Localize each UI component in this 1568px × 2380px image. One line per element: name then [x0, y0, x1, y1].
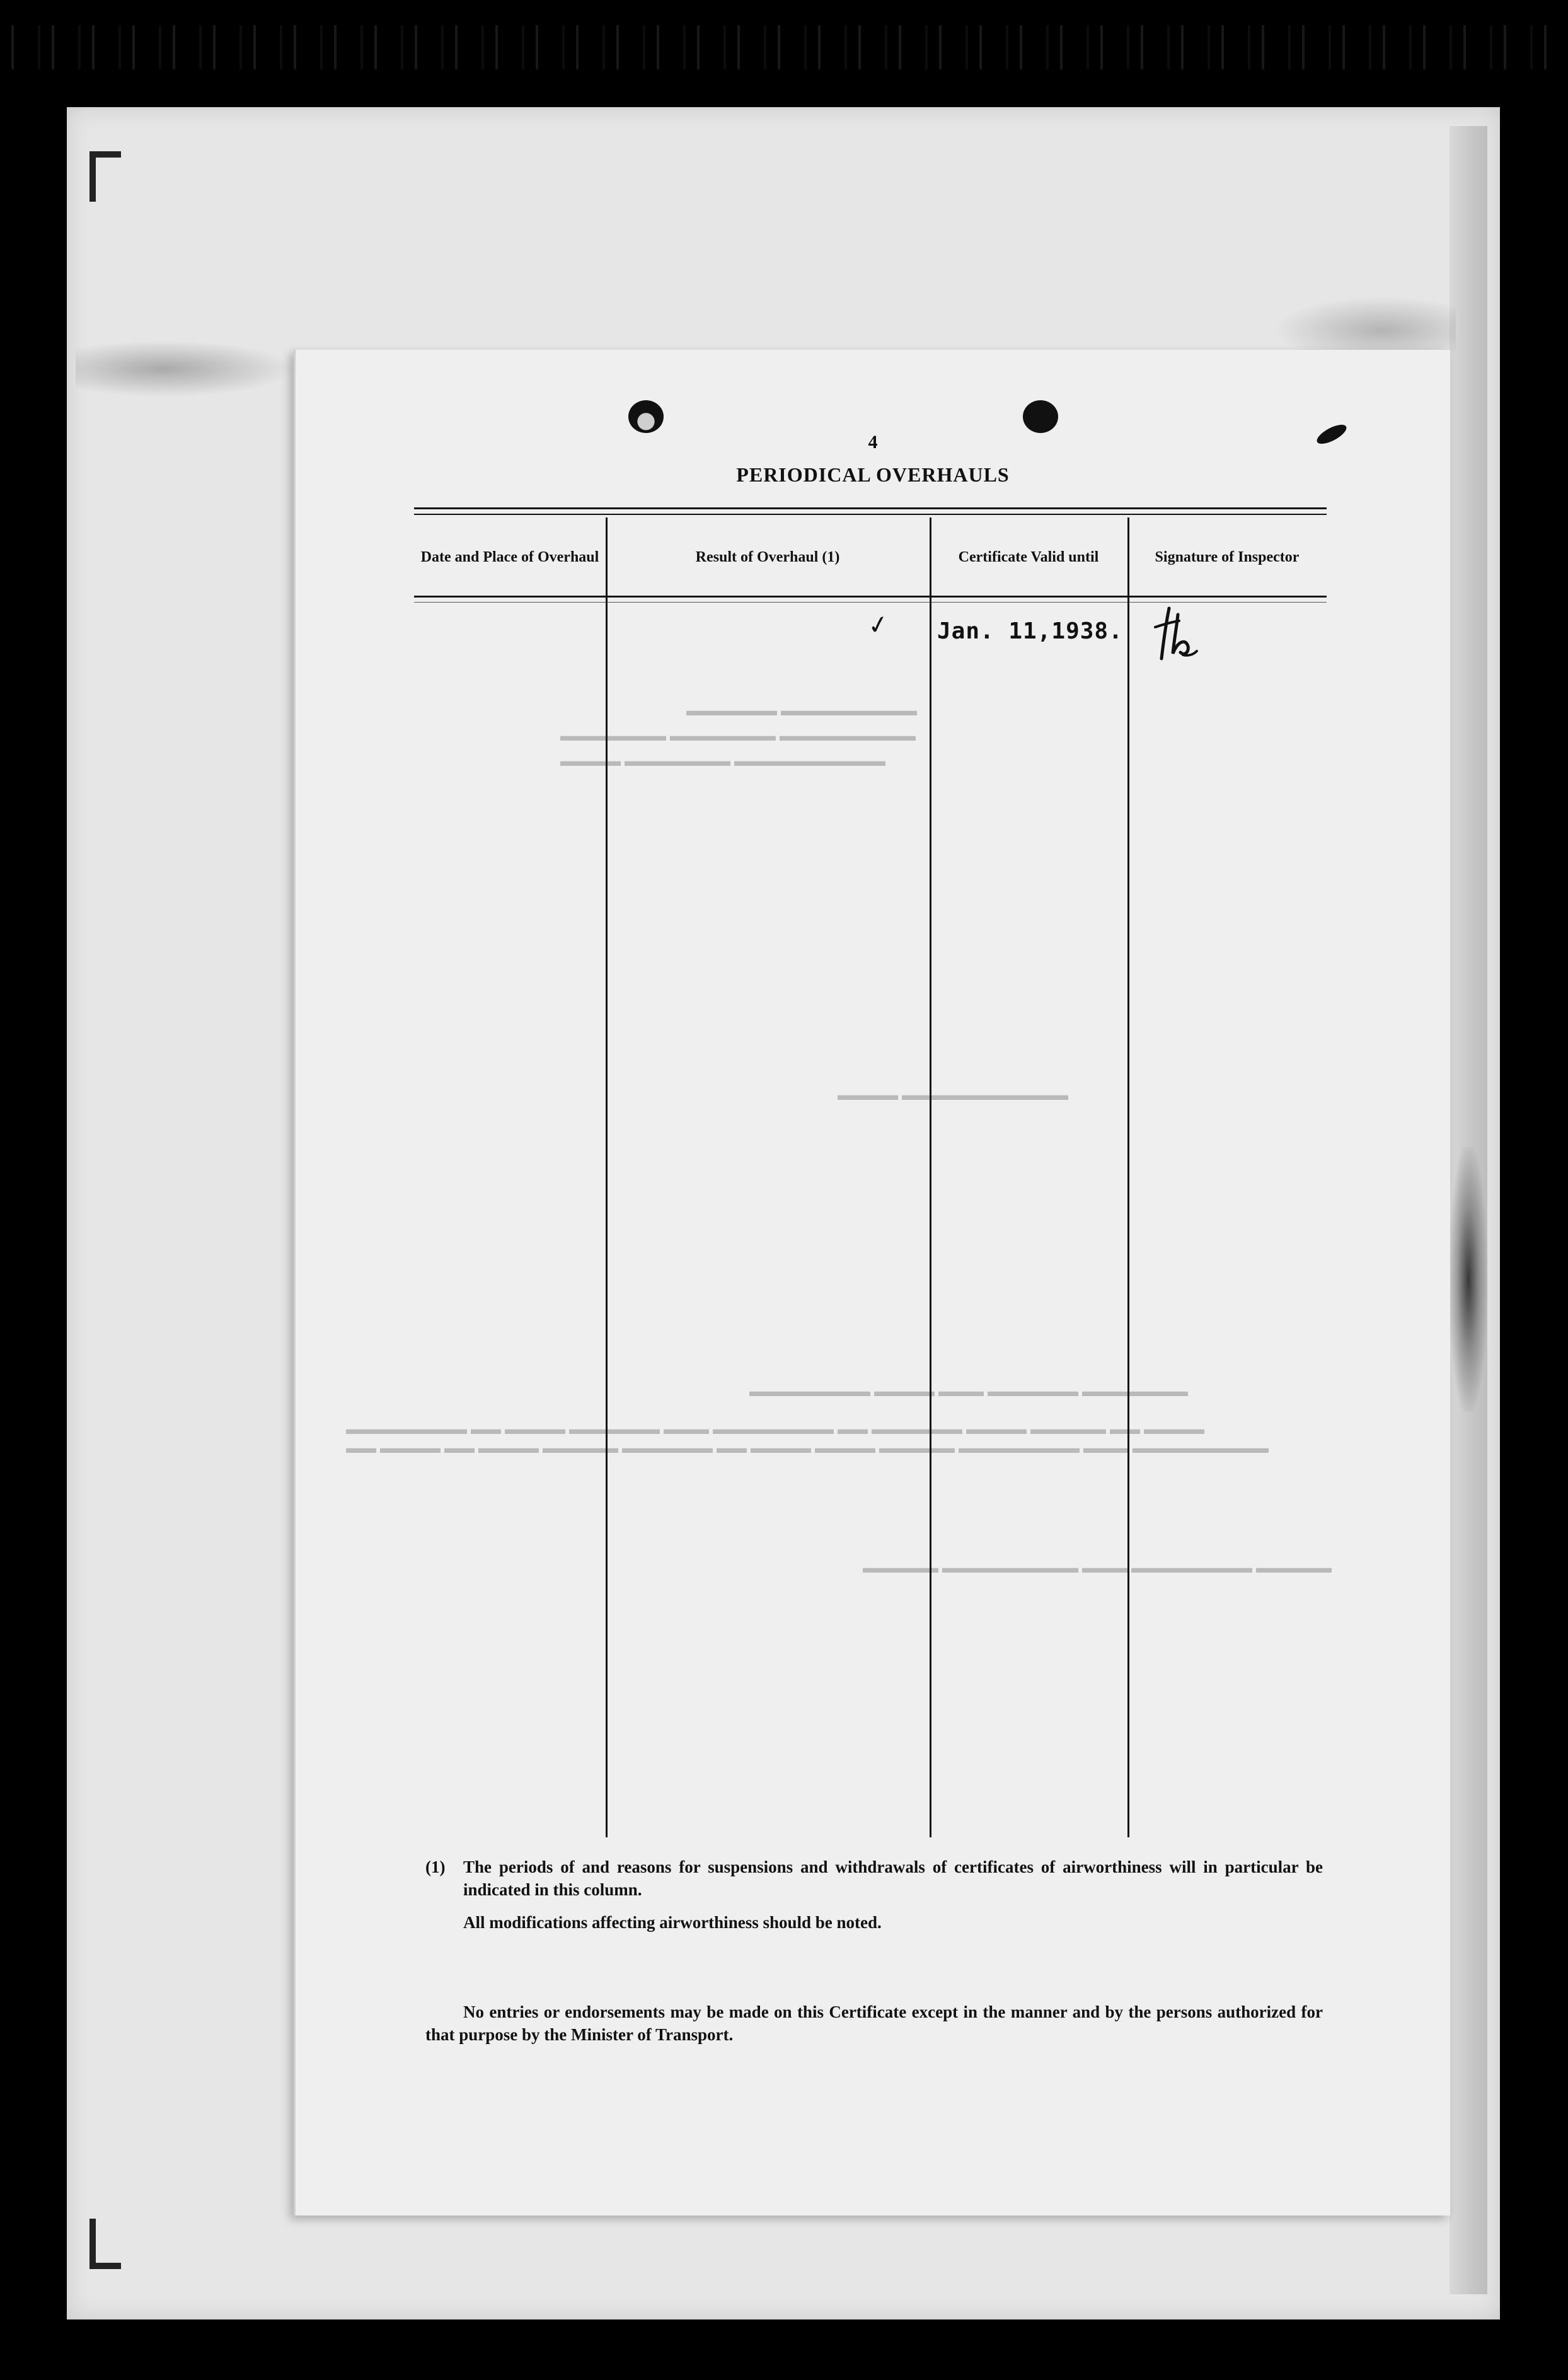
edge-smudge: [1450, 1147, 1487, 1412]
certificate-page: 4 PERIODICAL OVERHAULS ▬▬▬▬▬▬ ▬▬▬▬▬▬▬▬▬ ▬▬▬▬▬▬▬ ▬▬▬▬▬▬▬ ▬▬▬▬▬▬▬▬▬ ▬▬▬▬ ▬▬▬▬▬▬▬ ▬▬▬▬▬▬▬▬▬▬ ▬▬▬▬ ▬▬▬▬▬▬▬▬▬▬▬ ▬▬▬▬▬▬▬▬ ▬▬▬▬ ▬▬▬ ▬▬▬▬▬▬ ▬▬▬▬▬▬▬ ▬▬▬▬▬▬▬▬ ▬▬ ▬▬▬▬ ▬▬▬▬▬▬ ▬▬▬ ▬▬▬▬▬▬▬▬ ▬▬ ▬▬▬▬▬▬ ▬▬▬▬ ▬▬▬▬▬ ▬▬ ▬▬▬▬ ▬▬ ▬▬▬▬ ▬▬ ▬▬▬▬ ▬▬▬▬▬ ▬▬▬▬▬▬ ▬▬ ▬▬▬▬ ▬▬▬▬ ▬▬▬▬▬ ▬▬▬▬▬▬▬▬ ▬▬▬ ▬▬▬▬▬▬▬▬▬ ▬▬▬▬▬ ▬▬▬▬▬▬▬▬▬ ▬▬▬ ▬▬▬▬▬▬▬▬ ▬▬▬▬▬ Date and Place of Overhaul Result of Overhaul (1) Certificate Valid until Signature of Inspector ✓ Jan. 11,1938. (1) The periods of and reasons for suspensions and withdrawals of certificates of airworthiness will in particular be indicated in this column. All modifications affecting airworthiness should be noted. No entries or endorsements may be made on this Certificate except in the manner and by the persons authorized for that purpose by the Minister of Transport.: [294, 350, 1450, 2215]
modification-note: All modifications affecting airworthiness should be noted.: [463, 1913, 882, 1932]
inspector-signature: [1150, 602, 1201, 665]
endorsement-notice: No entries or endorsements may be made on this Certificate except in the manner and by the persons authorized for that purpose by the Minister of Transport.: [425, 2002, 1323, 2044]
header-bottom-rule: [414, 596, 1327, 598]
table-top-rule: [414, 514, 1327, 515]
crop-mark-bottom-left: [89, 2219, 121, 2269]
footnote: [425, 1856, 1323, 1901]
torn-paper-left: [76, 340, 296, 397]
header-date-place: Date and Place of Overhaul: [420, 549, 599, 566]
header-valid-until: Certificate Valid until: [958, 549, 1099, 566]
table-top-rule: [414, 507, 1327, 509]
column-divider: [1127, 517, 1129, 1837]
header-signature: Signature of Inspector: [1155, 549, 1300, 566]
page-number: 4: [868, 432, 878, 453]
overhauls-table: [414, 507, 1327, 1837]
column-divider: [606, 517, 608, 1837]
footnote-marker: (1): [425, 1857, 446, 1876]
page-title: PERIODICAL OVERHAULS: [736, 463, 1010, 486]
punch-hole-icon: [628, 400, 664, 433]
header-result: Result of Overhaul (1): [695, 549, 840, 566]
crop-mark-top-left: [89, 151, 121, 202]
punch-hole-icon: [1023, 400, 1058, 433]
film-border-top: [0, 25, 1568, 69]
check-mark-icon: ✓: [865, 609, 892, 642]
footnote-text: The periods of and reasons for suspensions and withdrawals of certificates of airworthiness will in particular be indicated in this column.: [463, 1857, 1323, 1899]
column-divider: [930, 517, 931, 1837]
torn-paper-right: [1273, 296, 1456, 353]
valid-until-entry: Jan. 11,1938.: [937, 618, 1123, 644]
